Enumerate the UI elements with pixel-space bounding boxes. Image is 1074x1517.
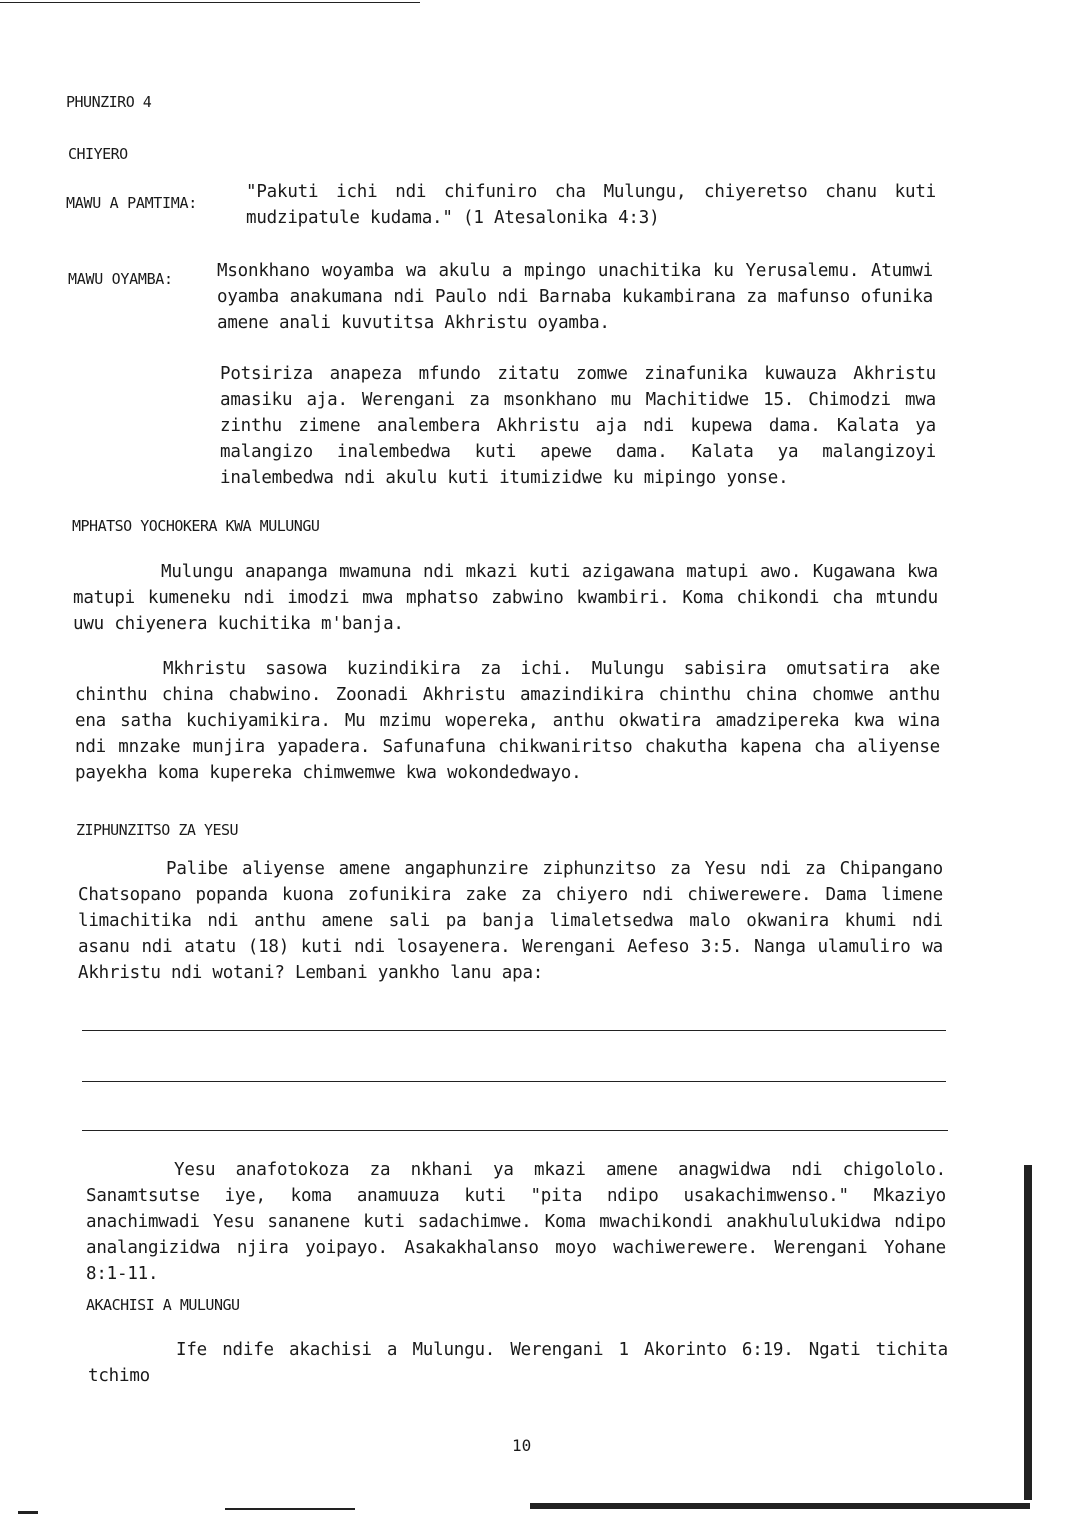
intro-paragraph-1: Msonkhano woyamba wa akulu a mpingo unachitika ku Yerusalemu. Atumwi oyamba anakumana ndi Paulo ndi Barnaba kukambirana za mafunso ofunika amene anali kuvutitsa Akhristu oyamba. bbox=[217, 261, 933, 333]
answer-line-1[interactable] bbox=[82, 1030, 946, 1031]
answer-line-3[interactable] bbox=[82, 1130, 948, 1131]
scan-mark-bottom-left bbox=[225, 1508, 355, 1510]
gift-paragraph-1: Mulungu anapanga mwamuna ndi mkazi kuti azigawana matupi awo. Kugawana kwa matupi kumeneku ndi imodzi mwa mphatso zabwino kwambiri. Koma chikondi cha mtundu uwu chiyenera kuchitika m'banja. bbox=[73, 562, 938, 634]
memory-verse-text: "Pakuti ichi ndi chifuniro cha Mulungu, chiyeretso chanu kuti mudzipatule kudama." (1 Atesalonika 4:3) bbox=[246, 182, 936, 228]
scan-mark-top bbox=[0, 2, 420, 3]
teachings-paragraph-2: Yesu anafotokoza za nkhani ya mkazi amene anagwidwa ndi chigololo. Sanamtsutse iye, koma anamuuza kuti "pita ndipo usakachimwenso." Mkaziyo anachimwadi Yesu sananene kuti sadachimwe. Koma mwachikondi anakhululukidwa ndipo analangizidwa njira yoipayo. Asakakhalanso moyo wachiwerewere. Werengani Yohane 8:1-11. bbox=[86, 1160, 946, 1284]
teachings-paragraph-1: Palibe aliyense amene angaphunzire ziphunzitso za Yesu ndi za Chipangano Chatsopano popanda kuona zofunikira zake za chiyero ndi chiwerewere. Dama limene limachitika ndi anthu amene sali pa banja limaletsedwa malo okwanira khumi ndi asanu ndi atatu (18) kuti ndi losayenera. Werengani Aefeso 3:5. Nanga ulamuliro wa Akhristu ndi wotani? Lembani yankho lanu apa: bbox=[78, 859, 943, 983]
scan-mark-right-edge bbox=[1024, 1165, 1032, 1500]
answer-line-2[interactable] bbox=[82, 1081, 946, 1082]
intro-paragraph-2: Potsiriza anapeza mfundo zitatu zomwe zinafunika kuwauza Akhristu amasiku aja. Werengani za msonkhano mu Machitidwe 15. Chimodzi mwa zinthu zimene analembera Akhristu aja ndi kupewa dama. Kalata ya malangizo inalembedwa kuti apewe dama. Kalata ya malangizoyi inalembedwa ndi akulu kuti itumizidwe ku mipingo yonse. bbox=[220, 364, 936, 488]
topic-heading: CHIYERO bbox=[68, 145, 128, 163]
temple-paragraph-1: Ife ndife akachisi a Mulungu. Werengani 1 Akorinto 6:19. Ngati tichita tchimo bbox=[88, 1340, 948, 1386]
section-heading-gift: MPHATSO YOCHOKERA KWA MULUNGU bbox=[72, 517, 320, 535]
memory-verse-label: MAWU A PAMTIMA: bbox=[66, 194, 197, 212]
section-heading-temple: AKACHISI A MULUNGU bbox=[86, 1296, 240, 1314]
gift-paragraph-2: Mkhristu sasowa kuzindikira za ichi. Mulungu sabisira omutsatira ake chinthu china chabwino. Zoonadi Akhristu amazindikira chinthu china chomwe anthu ena satha kuchiyamikira. Mu mzimu wopereka, anthu okwatira amadzipereka kwa wina ndi mnzake munjira yapadera. Safunafuna chikwaniritso chakutha kapena cha aliyense payekha koma kupereka chimwemwe kwa wokondedwayo. bbox=[75, 659, 940, 783]
page-number: 10 bbox=[512, 1436, 532, 1455]
intro-label: MAWU OYAMBA: bbox=[68, 270, 173, 288]
section-heading-teachings: ZIPHUNZITSO ZA YESU bbox=[76, 821, 239, 839]
lesson-title: PHUNZIRO 4 bbox=[66, 93, 152, 111]
scan-mark-corner bbox=[18, 1511, 38, 1514]
scan-mark-bottom bbox=[530, 1503, 1030, 1509]
